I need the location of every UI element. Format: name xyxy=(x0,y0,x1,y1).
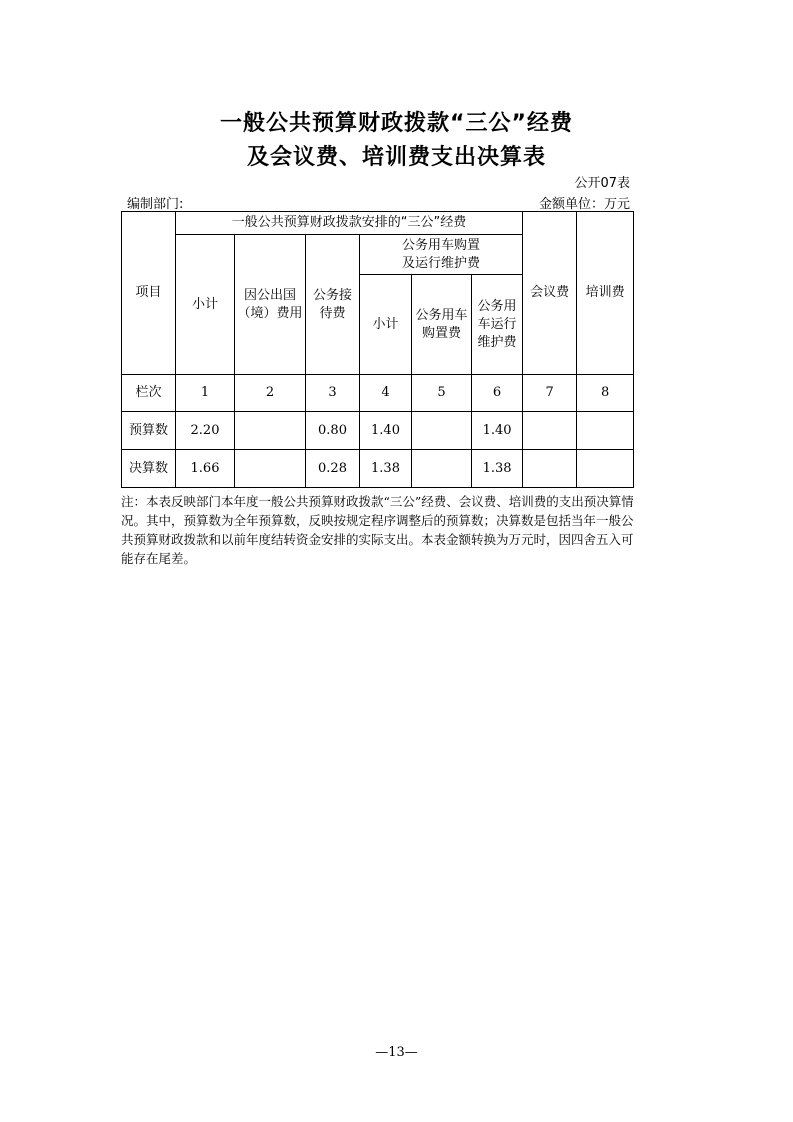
value-cell xyxy=(412,412,472,450)
value-cell: 0.80 xyxy=(306,412,360,450)
value-cell xyxy=(412,450,472,488)
header-meeting: 会议费 xyxy=(523,212,577,375)
header-car-operation: 公务用 车运行 维护费 xyxy=(472,275,523,375)
expenditure-table xyxy=(121,211,634,488)
index-cell: 1 xyxy=(176,375,235,412)
index-cell: 4 xyxy=(360,375,412,412)
header-car-group: 公务用车购置 及运行维护费 xyxy=(360,235,523,275)
row-label: 预算数 xyxy=(122,412,176,450)
prepared-by-label: 编制部门: xyxy=(127,197,184,212)
header-sangong-group: 一般公共预算财政拨款安排的“三公”经费 xyxy=(176,212,523,235)
table-row-final xyxy=(122,450,634,488)
index-cell: 6 xyxy=(472,375,523,412)
index-cell: 8 xyxy=(577,375,634,412)
index-cell: 7 xyxy=(523,375,577,412)
table-row-index xyxy=(122,375,634,412)
header-car-purchase: 公务用车 购置费 xyxy=(412,275,472,375)
value-cell xyxy=(235,450,306,488)
index-cell: 2 xyxy=(235,375,306,412)
value-cell xyxy=(523,450,577,488)
table-row-budget xyxy=(122,412,634,450)
value-cell: 1.40 xyxy=(472,412,523,450)
amount-unit: 金额单位：万元 xyxy=(538,197,630,212)
value-cell: 1.40 xyxy=(360,412,412,450)
report-title-line2: 及会议费、培训费支出决算表 xyxy=(246,145,546,170)
header-training: 培训费 xyxy=(577,212,634,375)
header-abroad: 因公出国 （境）费用 xyxy=(235,235,306,375)
row-label: 栏次 xyxy=(122,375,176,412)
value-cell: 1.66 xyxy=(176,450,235,488)
header-item: 项目 xyxy=(122,212,176,375)
page-number: —13— xyxy=(375,1045,418,1060)
value-cell xyxy=(577,450,634,488)
value-cell: 0.28 xyxy=(306,450,360,488)
footnote: 注：本表反映部门本年度一般公共预算财政拨款“三公”经费、会议费、培训费的支出预决算情况。其中，预算数为全年预算数，反映按规定程序调整后的预算数；决算数是包括当年一般公共预算财政拨款和以前年度结转资金安排的实际支出。本表金额转换为万元时，因四舍五入可能存在尾差。 xyxy=(121,494,634,566)
index-cell: 5 xyxy=(412,375,472,412)
header-reception: 公务接 待费 xyxy=(306,235,360,375)
value-cell xyxy=(523,412,577,450)
value-cell: 1.38 xyxy=(360,450,412,488)
header-subtotal: 小计 xyxy=(176,235,235,375)
row-label: 决算数 xyxy=(122,450,176,488)
value-cell: 2.20 xyxy=(176,412,235,450)
header-car-subtotal: 小计 xyxy=(360,275,412,375)
value-cell xyxy=(235,412,306,450)
value-cell: 1.38 xyxy=(472,450,523,488)
index-cell: 3 xyxy=(306,375,360,412)
value-cell xyxy=(577,412,634,450)
form-number: 公开07表 xyxy=(574,176,630,191)
report-title-line1: 一般公共预算财政拨款“三公”经费 xyxy=(220,111,573,136)
